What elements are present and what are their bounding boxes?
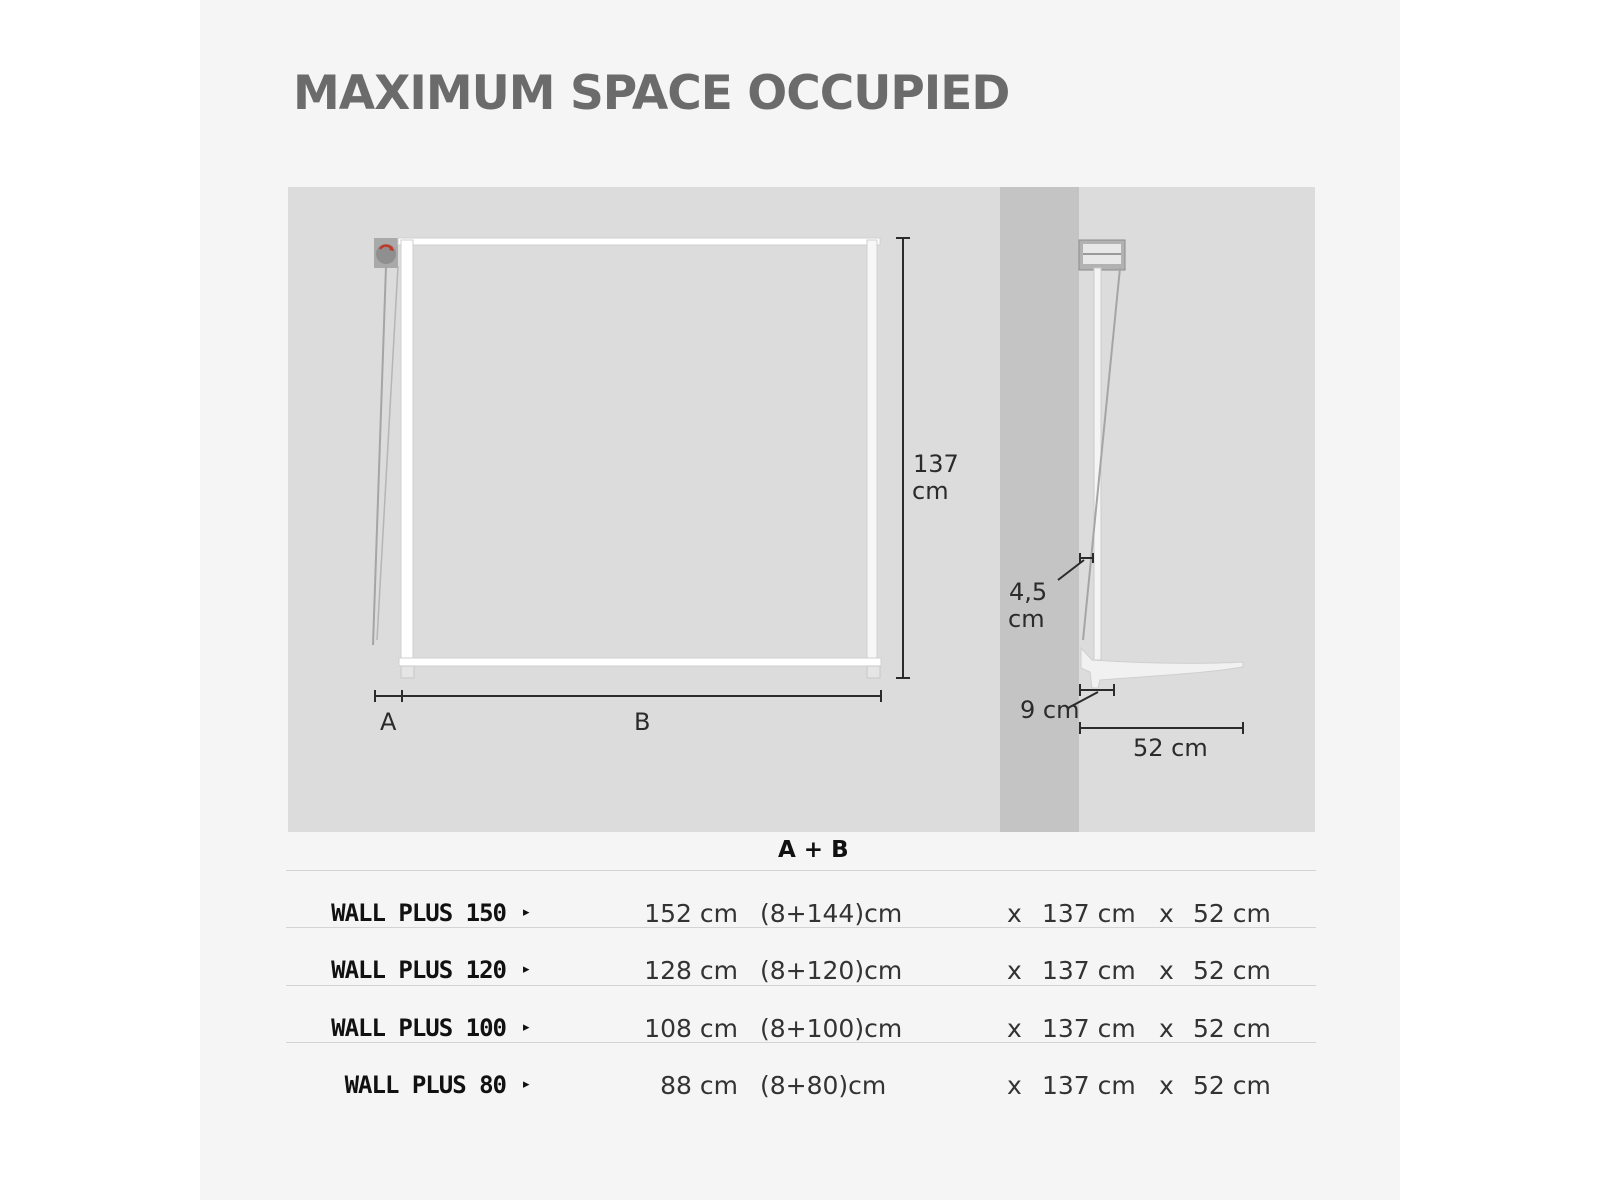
divider	[286, 870, 1316, 871]
depth-value: 52 cm	[1193, 956, 1271, 985]
depth-value: 52 cm	[1193, 1071, 1271, 1100]
arrow-icon: ▸	[523, 962, 530, 977]
wall-gap-unit: cm	[1008, 605, 1045, 633]
label-a: A	[380, 708, 397, 736]
arrow-icon: ▸	[523, 905, 530, 920]
times-sign: x	[1007, 956, 1022, 985]
total-width: 152 cm	[644, 899, 738, 928]
total-width: 108 cm	[644, 1014, 738, 1043]
depth-label: 52 cm	[1133, 734, 1208, 762]
model-name: WALL PLUS 80	[344, 1071, 506, 1099]
wall-section	[1000, 187, 1079, 832]
total-width: 128 cm	[644, 956, 738, 985]
table-header: A + B	[778, 837, 849, 863]
width-parts: (8+100)cm	[760, 1014, 903, 1043]
table-row	[0, 942, 1600, 998]
width-parts: (8+80)cm	[760, 1071, 887, 1100]
arrow-icon: ▸	[523, 1020, 530, 1035]
times-sign: x	[1159, 956, 1174, 985]
times-sign: x	[1007, 1071, 1022, 1100]
height-value: 137 cm	[1042, 899, 1136, 928]
height-value: 137 cm	[1042, 1014, 1136, 1043]
model-name: WALL PLUS 150	[331, 899, 506, 927]
model-name: WALL PLUS 100	[331, 1014, 506, 1042]
height-value: 137 cm	[1042, 956, 1136, 985]
wall-gap-value: 4,5	[1009, 578, 1048, 606]
table-row	[0, 1000, 1600, 1056]
model-name: WALL PLUS 120	[331, 956, 506, 984]
table-row	[0, 1057, 1600, 1113]
height-label-unit: cm	[912, 477, 949, 505]
label-b: B	[634, 708, 651, 736]
height-value: 137 cm	[1042, 1071, 1136, 1100]
width-parts: (8+120)cm	[760, 956, 903, 985]
height-label-value: 137	[913, 450, 959, 478]
table-row	[0, 885, 1600, 941]
times-sign: x	[1159, 1014, 1174, 1043]
depth-value: 52 cm	[1193, 899, 1271, 928]
total-width: 88 cm	[660, 1071, 738, 1100]
arrow-icon: ▸	[523, 1077, 530, 1092]
times-sign: x	[1159, 1071, 1174, 1100]
times-sign: x	[1159, 899, 1174, 928]
width-parts: (8+144)cm	[760, 899, 903, 928]
times-sign: x	[1007, 899, 1022, 928]
depth-value: 52 cm	[1193, 1014, 1271, 1043]
base-label: 9 cm	[1020, 696, 1080, 724]
times-sign: x	[1007, 1014, 1022, 1043]
page-title: MAXIMUM SPACE OCCUPIED	[293, 66, 1010, 121]
